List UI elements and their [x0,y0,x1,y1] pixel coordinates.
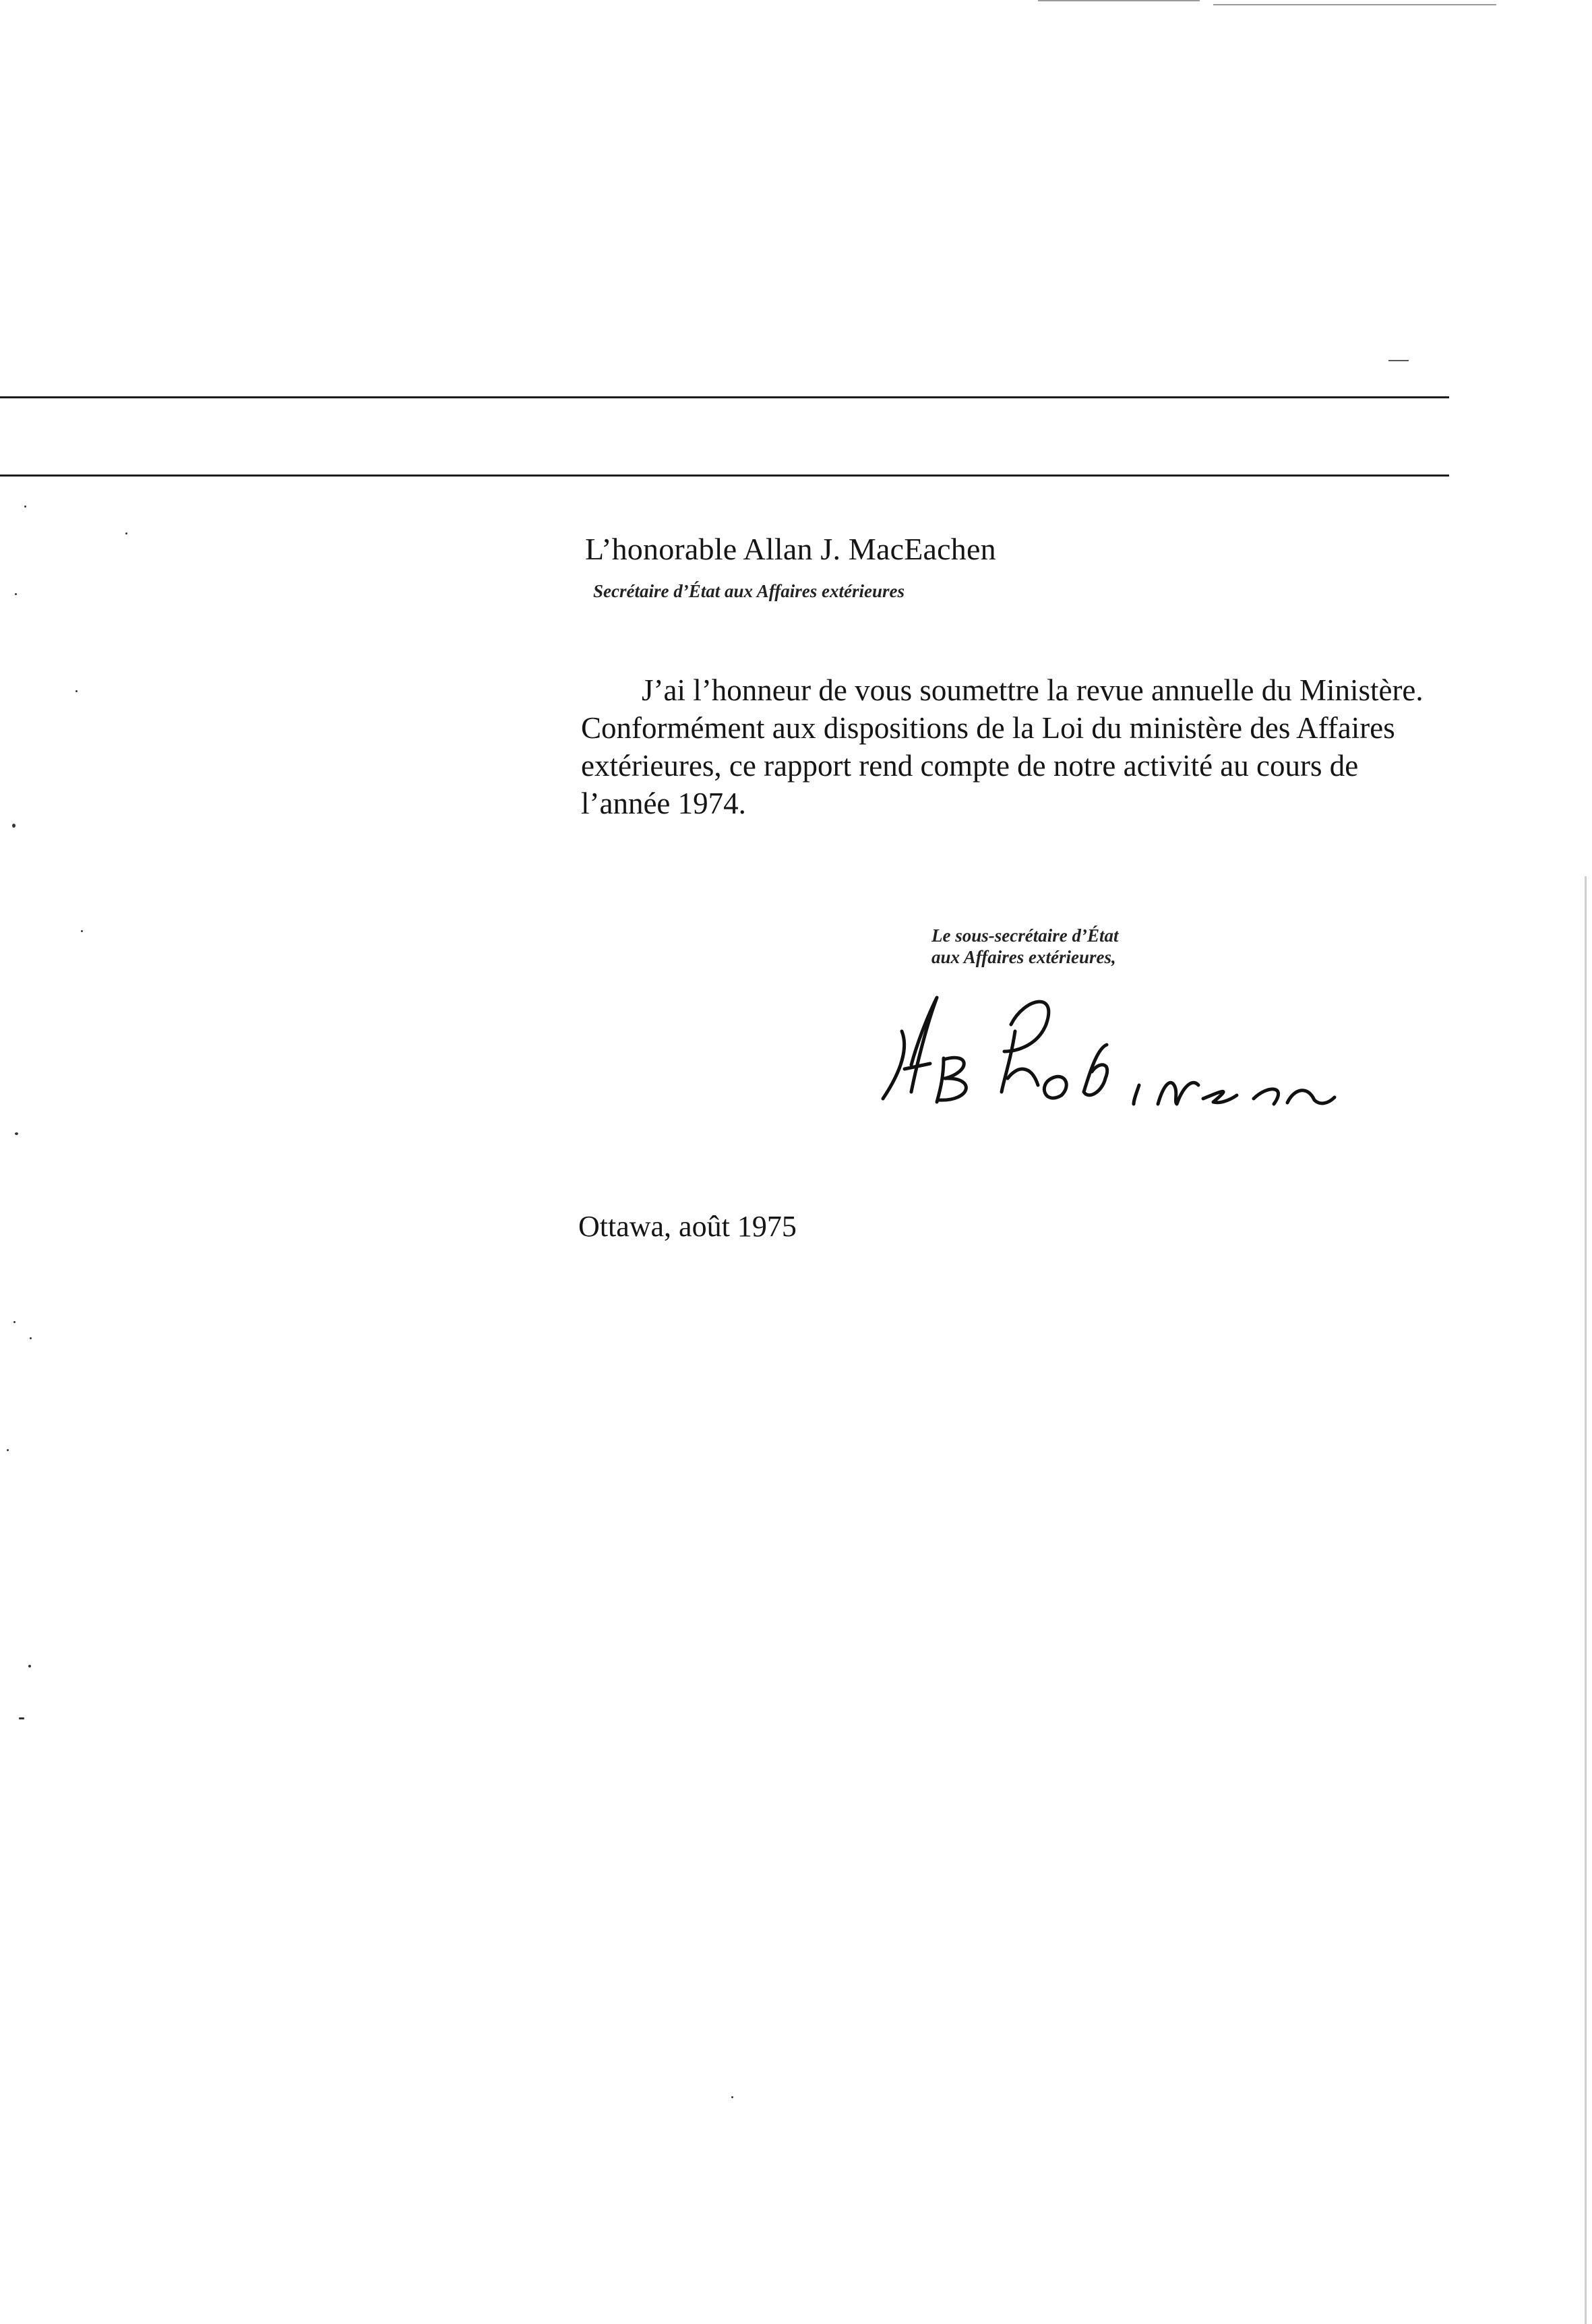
addressee-name: L’honorable Allan J. MacEachen [585,532,996,566]
scan-speck [13,1321,16,1323]
body-line: Conformément aux dispositions de la Loi du ministère des Affaires [581,711,1395,745]
scan-speck [28,1665,31,1668]
bottom-horizontal-rule [0,475,1449,477]
scan-artifact [1388,360,1409,361]
signatory-title [931,925,1118,968]
scan-speck [7,1449,9,1451]
letter-body [581,671,1457,822]
scan-speck [19,1717,24,1719]
scan-speck [125,532,127,534]
addressee-title: Secrétaire d’État aux Affaires extérieures [593,581,905,601]
scan-speck [12,824,16,828]
signatory-title-line: aux Affaires extérieures, [931,947,1116,967]
scan-artifact [1038,0,1200,1]
place-date: Ottawa, août 1975 [578,1210,797,1243]
scan-artifact [1213,4,1496,5]
top-horizontal-rule [0,396,1449,398]
signatory-title-line: Le sous-secrétaire d’État [931,925,1119,946]
scan-speck [24,506,26,508]
scan-speck [15,593,17,595]
scan-speck [81,930,83,932]
body-line: extérieures, ce rapport rend compte de notre activité au cours de [581,749,1359,783]
scan-speck [30,1337,32,1339]
scan-speck [75,690,78,692]
page-edge-shadow [1585,876,1587,2324]
handwritten-signature [869,984,1341,1119]
scan-speck [15,1132,18,1135]
body-line: l’année 1974. [581,787,746,820]
scan-speck [731,2096,733,2098]
body-line: J’ai l’honneur de vous soumettre la revue annuelle du Ministère. [642,673,1423,707]
